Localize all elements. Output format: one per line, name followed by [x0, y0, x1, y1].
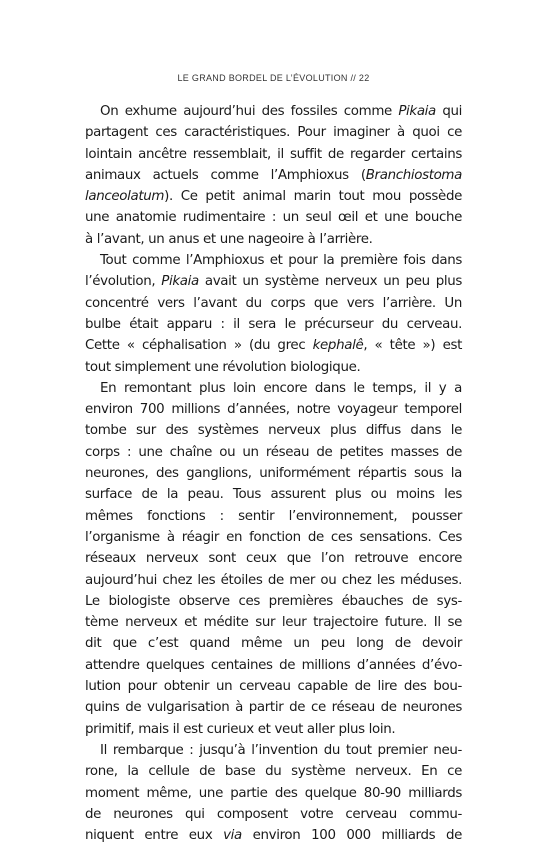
- text-line: animaux actuels comme l’Amphioxus (Branchiostoma: [85, 167, 462, 183]
- text-line: tombe sur des systèmes nerveux plus diffus dans le: [85, 423, 462, 439]
- text-line: moment même, une partie des quelque 80-90 milliards: [85, 785, 462, 801]
- text-line: Il rembarque : jusqu’à l’invention du tout premier neu-: [100, 742, 462, 758]
- text-line: Cette « céphalisation » (du grec kephalê, « tête ») est: [85, 338, 462, 354]
- text-line: primitif, mais il est curieux et veut aller plus loin.: [85, 721, 396, 737]
- text-line: corps : une chaîne ou un réseau de petites masses de: [85, 444, 462, 460]
- text-line: dit que c’est quand même un peu long de devoir: [85, 636, 462, 652]
- running-head: LE GRAND BORDEL DE L’ÉVOLUTION // 22: [177, 73, 370, 83]
- text-line: quins de vulgarisation à partir de ce réseau de neurones: [85, 700, 462, 716]
- text-line: lution pour obtenir un cerveau capable de lire des bou-: [85, 679, 462, 695]
- text-line: On exhume aujourd’hui des fossiles comme Pikaia qui: [100, 104, 462, 119]
- text-line: concentré vers l’avant du corps que vers l’arrière. Un: [85, 295, 462, 311]
- text-line: tème nerveux et médite sur leur trajectoire future. Il se: [85, 615, 462, 631]
- text-line: tout simplement une révolution biologique.: [85, 359, 361, 375]
- text-line: Tout comme l’Amphioxus et pour la première fois dans: [100, 253, 462, 269]
- text-line: surface de la peau. Tous assurent plus ou moins les: [85, 487, 462, 503]
- text-line: à l’avant, un anus et une nageoire à l’arrière.: [85, 231, 373, 247]
- text-line: réseaux nerveux sont ceux que l’on retrouve encore: [85, 551, 462, 567]
- text-line: une anatomie rudimentaire : un seul œil et une bouche: [85, 210, 462, 226]
- text-line: En remontant plus loin encore dans le temps, il y a: [100, 380, 462, 396]
- text-line: niquent entre eux via environ 100 000 milliards de: [85, 828, 462, 844]
- text-line: partagent ces caractéristiques. Pour imaginer à quoi ce: [85, 125, 462, 141]
- text-line: l’organisme à réagir en fonction de ces sensations. Ces: [85, 529, 462, 545]
- text-line: neurones, des ganglions, uniformément répartis sous la: [85, 466, 462, 482]
- text-line: rone, la cellule de base du système nerveux. En ce: [85, 764, 462, 780]
- text-line: de neurones qui composent votre cerveau commu-: [85, 806, 462, 822]
- text-line: aujourd’hui chez les étoiles de mer ou chez les méduses.: [85, 572, 462, 588]
- text-line: attendre quelques centaines de millions d’années d’évo-: [85, 657, 462, 673]
- text-line: lointain ancêtre ressemblait, il suffit de regarder certains: [85, 146, 462, 162]
- text-line: bulbe était apparu : il sera le précurseur du cerveau.: [85, 316, 462, 332]
- text-line: l’évolution, Pikaia avait un système nerveux un peu plus: [85, 274, 463, 290]
- text-line: lanceolatum). Ce petit animal marin tout mou possède: [85, 189, 462, 205]
- text-line: environ 700 millions d’années, notre voyageur temporel: [85, 402, 462, 418]
- body-text: [85, 101, 462, 846]
- text-line: mêmes fonctions : sentir l’environnement, pousser: [85, 508, 462, 524]
- text-line: Le biologiste observe ces premières ébauches de sys-: [85, 593, 462, 609]
